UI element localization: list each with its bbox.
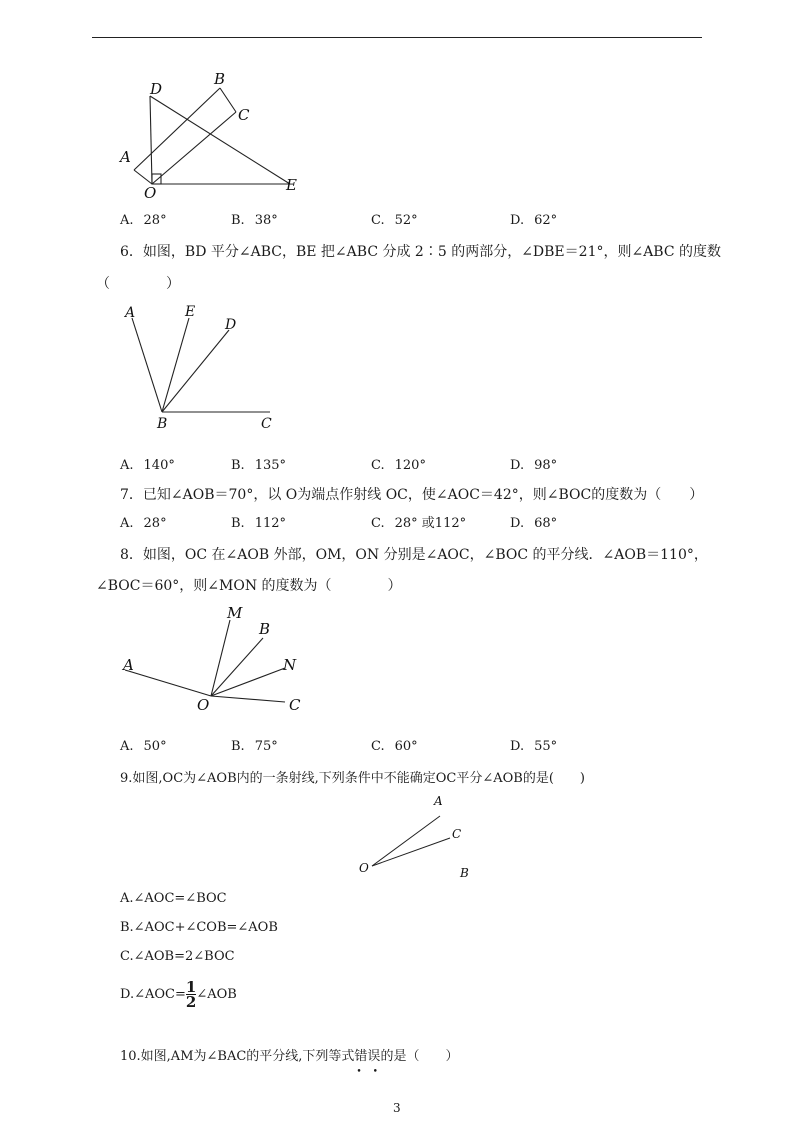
q5-line-oc — [152, 112, 236, 184]
q5-label: C — [238, 106, 250, 124]
q5-label: O — [144, 184, 157, 201]
q9-label: A — [434, 794, 443, 808]
q6-label: D — [225, 317, 237, 333]
page-number: 3 — [393, 1101, 401, 1115]
one-half-fraction: $\frac{1}{2}$ — [185, 978, 197, 1011]
q8-figure — [115, 600, 315, 718]
q6-label: B — [157, 416, 168, 432]
q6-label: A — [125, 305, 136, 321]
q10-emphasis-text: 错误 • • — [354, 1049, 380, 1064]
q8-option-d[interactable]: D. 55° — [510, 739, 558, 754]
q8-text-line2: ∠BOC＝60°，则∠MON 的度数为（ ） — [96, 578, 402, 594]
q8-label: O — [197, 696, 210, 714]
q6-text-line1: 6．如图，BD 平分∠ABC，BE 把∠ABC 分成 2∶5 的两部分，∠DBE＝21°，则∠ABC 的度数 — [120, 244, 722, 260]
q5-line-bc — [220, 88, 236, 112]
q9-option-a[interactable]: A.∠AOC=∠BOC — [120, 891, 227, 906]
q6-figure — [115, 302, 285, 432]
q6-ray-bd — [162, 330, 229, 412]
q8-option-b[interactable]: B. 75° — [231, 739, 278, 754]
q6-ray-ba — [132, 318, 162, 412]
header-rule — [92, 37, 702, 38]
q7-text: 7．已知∠AOB＝70°，以 O为端点作射线 OC，使∠AOC＝42°，则∠BOC的度数为（ ） — [120, 487, 704, 503]
q8-label: B — [259, 620, 271, 638]
q7-option-a[interactable]: A. 28° — [120, 516, 167, 531]
q9-label: B — [460, 866, 469, 880]
q5-option-a[interactable]: A. 28° — [120, 213, 167, 228]
q10-text: 10.如图,AM为∠BAC的平分线,下列等式错误 • •的是（ ） — [120, 1048, 458, 1066]
q8-label: A — [123, 656, 134, 674]
q8-label: C — [289, 696, 301, 714]
q6-ray-be — [162, 318, 189, 412]
q8-option-a[interactable]: A. 50° — [120, 739, 167, 754]
q9-option-d-prefix: D.∠AOC= — [120, 987, 186, 1002]
q6-label: E — [185, 304, 196, 320]
q9-ray-oc — [372, 838, 450, 866]
q6-option-c[interactable]: C. 120° — [371, 458, 426, 473]
q9-label: C — [452, 827, 462, 841]
q5-line-ab — [134, 88, 220, 170]
q6-option-a[interactable]: A. 140° — [120, 458, 175, 473]
q9-ray-oa — [372, 816, 440, 866]
q5-line-od — [150, 96, 152, 184]
q9-option-d[interactable] — [120, 980, 237, 1009]
q5-option-d[interactable]: D. 62° — [510, 213, 558, 228]
q5-label: B — [214, 70, 226, 88]
q6-label: C — [261, 416, 272, 432]
q5-line-de — [150, 96, 290, 184]
q8-label: N — [283, 656, 297, 674]
q9-figure — [350, 790, 480, 885]
q8-text-line1: 8．如图，OC 在∠AOB 外部，OM，ON 分别是∠AOC，∠BOC 的平分线．∠AOB＝110°， — [120, 547, 708, 563]
q9-option-d-suffix: ∠AOB — [196, 987, 237, 1002]
q5-option-c[interactable]: C. 52° — [371, 213, 418, 228]
q9-option-c[interactable]: C.∠AOB=2∠BOC — [120, 949, 235, 964]
q8-ray-oa — [125, 670, 211, 696]
q9-text: 9.如图,OC为∠AOB内的一条射线,下列条件中不能确定OC平分∠AOB的是( ) — [120, 771, 586, 786]
q6-text-line2: （ ） — [96, 276, 180, 292]
q6-option-b[interactable]: B. 135° — [231, 458, 287, 473]
q7-option-c[interactable]: C. 28° 或112° — [371, 516, 467, 531]
q7-option-b[interactable]: B. 112° — [231, 516, 287, 531]
q8-label: M — [227, 604, 243, 622]
q5-label: D — [150, 80, 163, 98]
q5-label: A — [120, 148, 131, 166]
q5-option-b[interactable]: B. 38° — [231, 213, 278, 228]
q5-label: E — [286, 176, 297, 194]
q5-figure — [110, 66, 310, 201]
q6-option-d[interactable]: D. 98° — [510, 458, 558, 473]
q8-ray-oc — [211, 696, 285, 702]
q9-label: O — [359, 861, 369, 875]
q5-line-ao — [134, 170, 152, 184]
q7-option-d[interactable]: D. 68° — [510, 516, 558, 531]
q8-ray-on — [211, 668, 285, 696]
q9-option-b[interactable]: B.∠AOC+∠COB=∠AOB — [120, 920, 278, 935]
q8-option-c[interactable]: C. 60° — [371, 739, 418, 754]
